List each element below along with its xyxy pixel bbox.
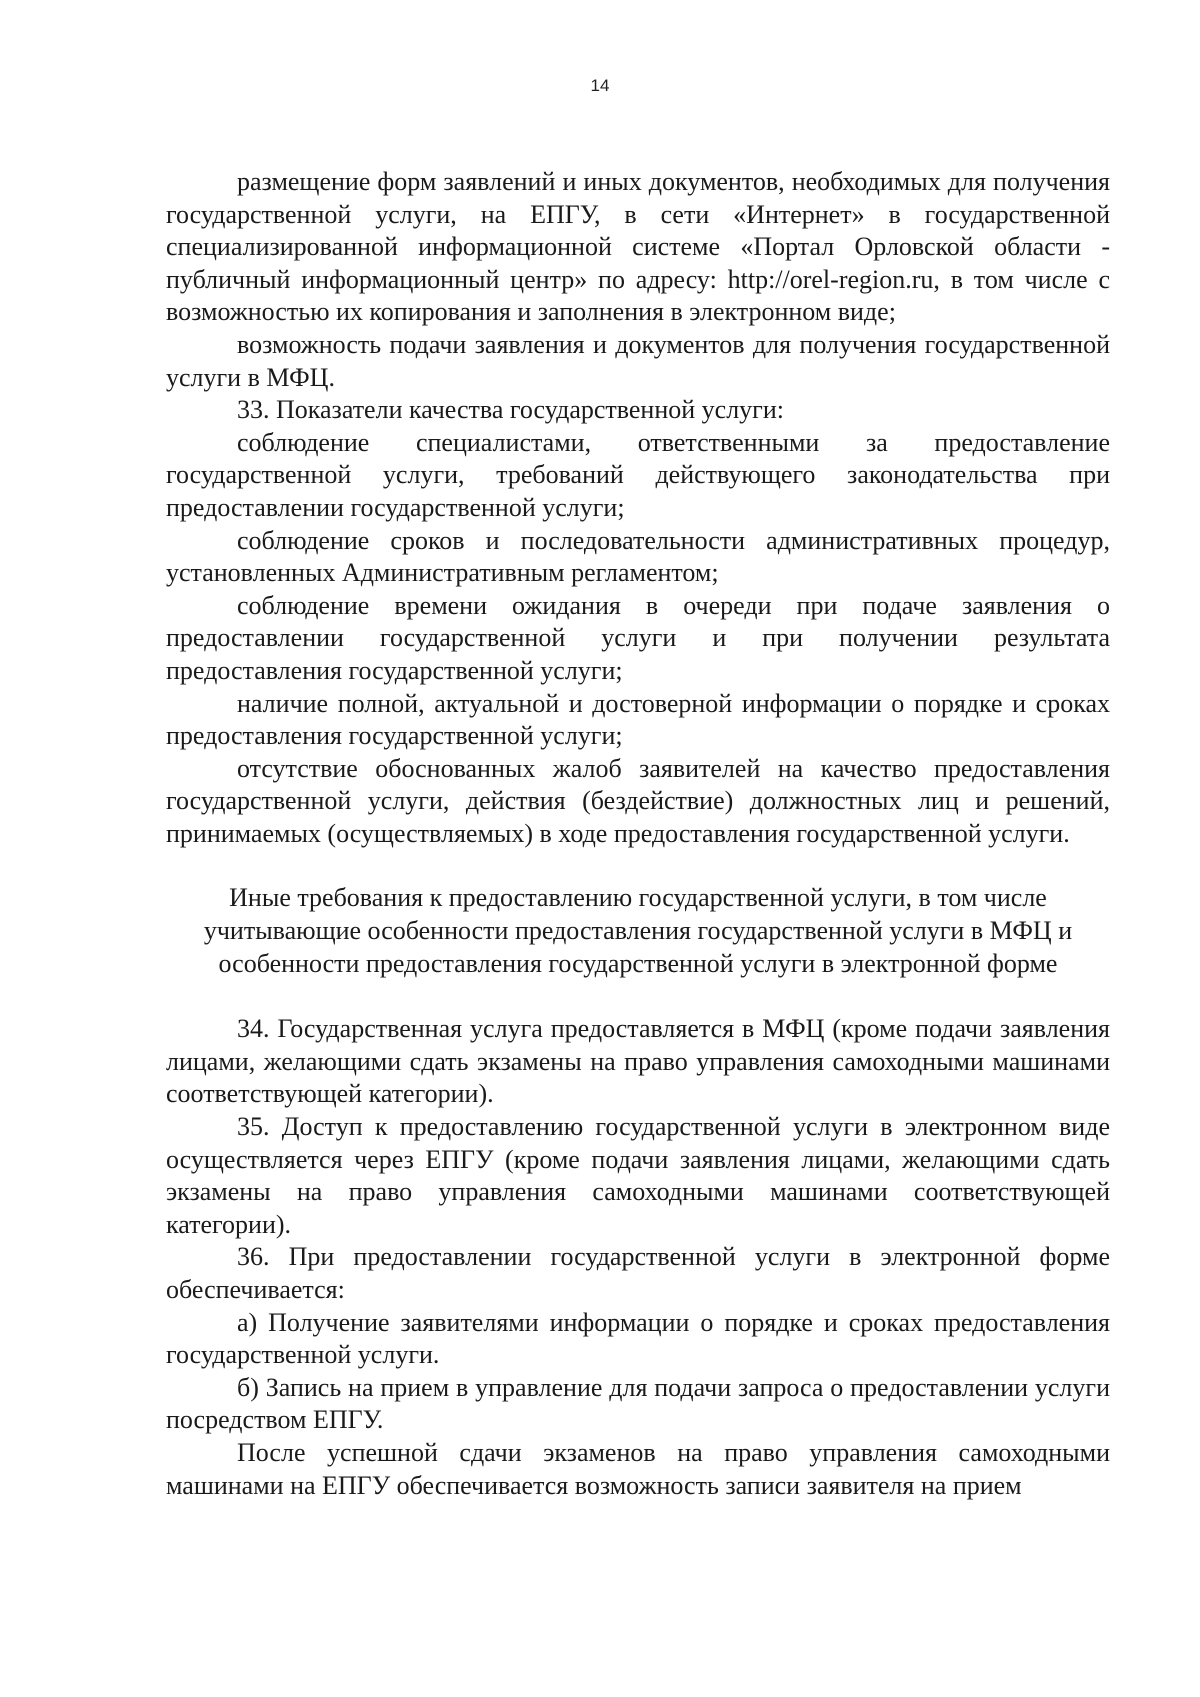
paragraph-36-b: б) Запись на прием в управление для подачи запроса о предоставлении услуги посредством ЕПГУ. <box>166 1372 1110 1435</box>
page-number: 14 <box>590 76 610 95</box>
paragraph-34: 34. Государственная услуга предоставляется в МФЦ (кроме подачи заявления лицами, желающими сдать экзамены на право управления самоходными машинами соответствующей категории). <box>166 1014 1110 1109</box>
paragraph-after-exams: После успешной сдачи экзаменов на право управления самоходными машинами на ЕПГУ обеспечивается возможность записи заявителя на прием <box>166 1437 1110 1500</box>
paragraph-36-a: а) Получение заявителями информации о порядке и сроках предоставления государственной услуги. <box>166 1307 1110 1370</box>
section-heading-line-3: особенности предоставления государственной услуги в электронной форме <box>218 948 1058 978</box>
section-heading <box>166 850 1110 1013</box>
paragraph-compliance-requirements: соблюдение специалистами, ответственными за предоставление государственной услуги, требований действующего законодательства при предоставлении государственной услуги; <box>166 427 1110 522</box>
section-heading-line-2: учитывающие особенности предоставления государственной услуги в МФЦ и <box>203 916 1073 946</box>
paragraph-33-quality-indicators: 33. Показатели качества государственной услуги: <box>237 395 784 425</box>
paragraph-no-complaints: отсутствие обоснованных жалоб заявителей на качество предоставления государственной услуги, действия (бездействие) должностных лиц и решений, принимаемых (осуществляемых) в ходе предоставления государственной услуги. <box>166 753 1110 848</box>
paragraph-36: 36. При предоставлении государственной услуги в электронной форме обеспечивается: <box>166 1242 1110 1304</box>
paragraph-placement-forms: размещение форм заявлений и иных документов, необходимых для получения государственной услуги, на ЕПГУ, в сети «Интернет» в государственной специализированной информационной системе «Портал Орловской области - публичный информационный центр» по адресу: http://orel-region.ru, в том числе с возможностью их копирования и заполнения в электронном виде; <box>166 167 1110 327</box>
paragraph-waiting-time: соблюдение времени ожидания в очереди при подаче заявления о предоставлении государственной услуги и при получении результата предоставления государственной услуги; <box>166 590 1110 685</box>
paragraph-information-availability: наличие полной, актуальной и достоверной информации о порядке и сроках предоставления государственной услуги; <box>166 688 1110 751</box>
section-heading-line-1: Иные требования к предоставлению государственной услуги, в том числе <box>229 883 1047 913</box>
paragraph-mfc-submission: возможность подачи заявления и документов для получения государственной услуги в МФЦ. <box>166 329 1110 392</box>
document-body <box>166 166 1110 1502</box>
paragraph-35: 35. Доступ к предоставлению государственной услуги в электронном виде осуществляется через ЕПГУ (кроме подачи заявления лицами, желающими сдать экзамены на право управления самоходными машинами соответствующей категории). <box>166 1112 1110 1239</box>
paragraph-compliance-deadlines: соблюдение сроков и последовательности административных процедур, установленных Административным регламентом; <box>166 525 1110 588</box>
